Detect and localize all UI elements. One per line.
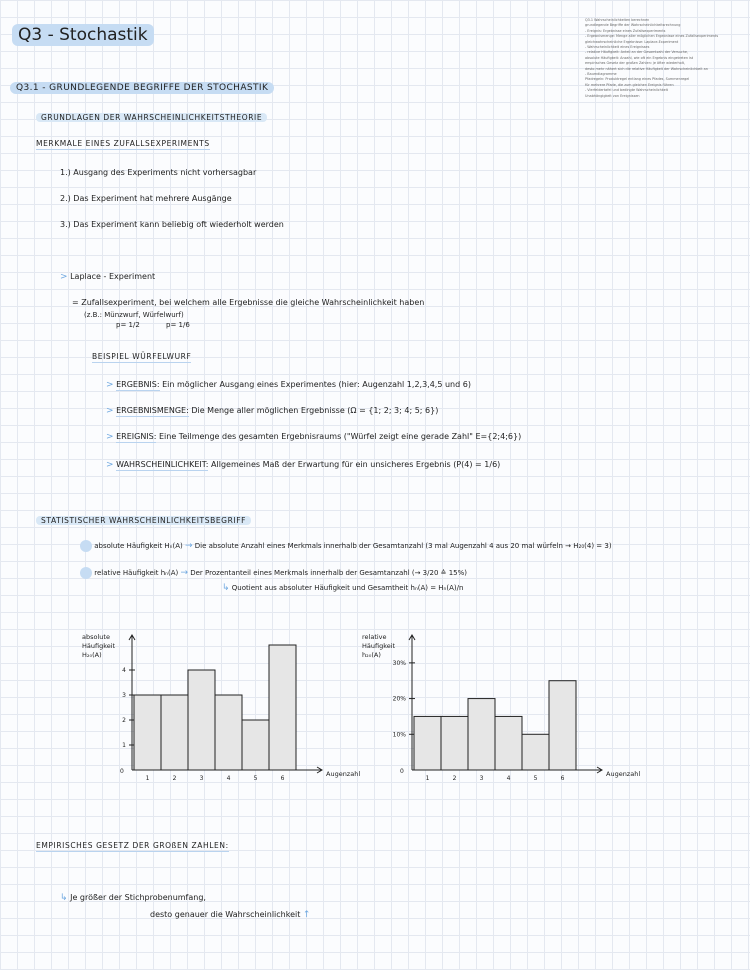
gesetz-line-2: desto genauer die Wahrscheinlichkeit ↑ — [150, 910, 311, 920]
x-tick-label: 4 — [226, 775, 231, 782]
gesetz-line-1: ↳ Je größer der Stichprobenumfang, — [60, 893, 206, 903]
bar — [414, 716, 441, 770]
x-tick-label: 2 — [452, 775, 457, 782]
bar — [549, 681, 576, 770]
corner-note-line: - Vierfeldertafel und bedingte Wahrscheinlichkeit — [585, 88, 668, 93]
origin-label: 0 — [400, 768, 404, 775]
x-tick-label: 3 — [479, 775, 484, 782]
arrow-return-icon: ↳ — [222, 583, 230, 593]
y-axis-label: absolute — [82, 633, 110, 641]
y-tick-label: 4 — [122, 667, 126, 674]
y-tick-label: 1 — [122, 742, 126, 749]
page-title — [12, 24, 154, 46]
laplace-definition: = Zufallsexperiment, bei welchem alle Ergebnisse die gleiche Wahrscheinlichkeit haben — [72, 298, 425, 307]
x-tick-label: 6 — [560, 775, 565, 782]
arrow-right-icon: > — [106, 460, 114, 470]
arrow-right-icon: → — [180, 568, 188, 578]
y-tick-label: 20% — [392, 695, 406, 703]
subheading-beispiel: BEISPIEL WÜRFELWURF — [92, 352, 192, 361]
bullet-dot-icon — [80, 540, 92, 552]
page-title-text: Q3 - Stochastik — [12, 24, 154, 46]
arrow-up-icon: ↑ — [302, 910, 311, 920]
laplace-heading — [60, 272, 155, 282]
laplace-p-die: p= 1/6 — [166, 321, 190, 329]
y-axis-label: H₂₀(A) — [82, 651, 102, 659]
bar — [269, 645, 296, 770]
arrow-right-icon: > — [106, 380, 114, 390]
relative-haeufigkeit: relative Häufigkeit hₙ(A) → Der Prozentanteil eines Merkmals innerhalb der Gesamtanzahl (→ 3/20 ≙ 15%) — [80, 567, 467, 579]
corner-note-line: - relative Häufigkeit: Anteil an der Gesamtzahl der Versuche, — [585, 50, 689, 55]
corner-note-line: - Wahrscheinlichkeit eines Ereignisses — [585, 45, 650, 50]
arrow-right-icon: > — [106, 432, 114, 442]
corner-note-line: absolute Häufigkeit: Anzahl, wie oft ein Ergebnis eingetreten ist — [585, 55, 694, 60]
absolute-haeufigkeit: absolute Häufigkeit Hₙ(A) → Die absolute Anzahl eines Merkmals innerhalb der Gesamtanzahl (3 mal Augenzahl 4 aus 20 mal würfeln → H₂₀(4) = 3) — [80, 540, 612, 552]
corner-note-line: für mehrere Pfade, die zum gleichen Ereignis führen — [585, 82, 674, 87]
x-tick-label: 6 — [280, 775, 285, 782]
y-tick-label: 30% — [392, 659, 406, 667]
x-axis-label: Augenzahl — [326, 770, 361, 778]
corner-note-line: - Baumdiagramme — [585, 72, 617, 77]
begriff-ergebnismenge: > ERGEBNISMENGE: Die Menge aller möglichen Ergebnisse (Ω = {1; 2; 3; 4; 5; 6}) — [106, 406, 439, 416]
arrow-right-icon: > — [106, 406, 114, 416]
merkmal-2: 2.) Das Experiment hat mehrere Ausgänge — [60, 194, 232, 203]
y-axis-label: h₂₀(A) — [362, 651, 381, 659]
section-heading — [10, 82, 274, 94]
y-tick-label: 3 — [122, 692, 126, 699]
bar — [161, 695, 188, 770]
merkmal-1: 1.) Ausgang des Experiments nicht vorhersagbar — [60, 168, 257, 177]
bar — [441, 716, 468, 770]
section-heading-text: Q3.1 - GRUNDLEGENDE BEGRIFFE DER STOCHASTIK — [10, 82, 274, 94]
bar — [188, 670, 215, 770]
subheading-gesetz: EMPIRISCHES GESETZ DER GROßEN ZAHLEN: — [36, 841, 229, 850]
x-axis-label: Augenzahl — [606, 770, 641, 778]
laplace-example: (z.B.: Münzwurf, Würfelwurf) — [84, 311, 184, 319]
x-tick-label: 1 — [425, 775, 430, 782]
corner-note-line: empirisches Gesetz der großen Zahlen: je öfter wiederholt, — [585, 61, 686, 66]
bar — [242, 720, 269, 770]
y-tick-label: 10% — [392, 731, 406, 739]
corner-note-line: gleichwahrscheinliche Ergebnisse: Laplace-Experiment — [585, 39, 679, 44]
arrow-right-icon: → — [184, 541, 193, 551]
begriff-wahrscheinlichkeit: > WAHRSCHEINLICHKEIT: Allgemeines Maß der Erwartung für ein unsicheres Ergebnis (P(4) = 1/6) — [106, 460, 501, 470]
bar — [215, 695, 242, 770]
origin-label: 0 — [120, 768, 124, 775]
corner-note-line: Unabhängigkeit von Ereignissen — [585, 93, 640, 98]
subheading-merkmale: MERKMALE EINES ZUFALLSEXPERIMENTS — [36, 139, 210, 148]
x-tick-label: 1 — [145, 775, 150, 782]
begriff-ergebnis: > ERGEBNIS: Ein möglicher Ausgang eines Experimentes (hier: Augenzahl 1,2,3,4,5 und 6) — [106, 380, 471, 390]
arrow-right-icon: > — [60, 272, 68, 282]
corner-note-line: - Ergebnismenge: Menge aller möglichen Ergebnisse eines Zufallsexperiments — [585, 34, 719, 39]
y-axis-label: Häufigkeit — [82, 642, 116, 650]
quotient-note: ↳ Quotient aus absoluter Häufigkeit und Gesamtheit hₙ(A) = Hₙ(A)/n — [222, 583, 464, 593]
chart-relative-haeufigkeit — [340, 625, 641, 795]
chart-absolute-haeufigkeit — [60, 625, 361, 795]
x-tick-label: 2 — [172, 775, 177, 782]
bar — [522, 734, 549, 770]
laplace-p-coin: p= 1/2 — [116, 321, 140, 329]
bar — [134, 695, 161, 770]
y-axis-label: relative — [362, 633, 387, 641]
corner-notes — [585, 18, 735, 99]
merkmal-3: 3.) Das Experiment kann beliebig oft wiederholt werden — [60, 220, 284, 229]
subheading-statistisch: STATISTISCHER WAHRSCHEINLICHKEITSBEGRIFF — [36, 516, 251, 525]
x-tick-label: 5 — [253, 775, 258, 782]
subheading-grundlagen: GRUNDLAGEN DER WAHRSCHEINLICHKEITSTHEORIE — [36, 113, 267, 122]
corner-note-line: grundlegende Begriffe der Wahrscheinlichkeitsrechnung — [585, 23, 681, 28]
arrow-down-icon: ↳ — [60, 893, 68, 903]
begriff-ereignis: > EREIGNIS: Eine Teilmenge des gesamten Ergebnisraums ("Würfel zeigt eine gerade Zahl" E={2;4;6}) — [106, 432, 522, 442]
x-tick-label: 3 — [199, 775, 204, 782]
corner-note-line: desto mehr nähert sich die relative Häufigkeit der Wahrscheinlichkeit an — [585, 66, 708, 71]
corner-note-line: Pfadregeln: Produktregel entlang eines Pfades, Summenregel — [585, 77, 690, 82]
bar — [468, 699, 495, 770]
corner-note-line: Q3.1 Wahrscheinlichkeiten berechnen — [585, 18, 650, 22]
corner-note-line: - Ereignis: Ergebnisse eines Zufallsexperiments — [585, 28, 666, 33]
bar — [495, 716, 522, 770]
laplace-label: Laplace - Experiment — [70, 272, 156, 281]
bullet-dot-icon — [80, 567, 92, 579]
x-tick-label: 4 — [506, 775, 511, 782]
y-tick-label: 2 — [122, 717, 126, 724]
y-axis-label: Häufigkeit — [362, 642, 396, 650]
x-tick-label: 5 — [533, 775, 538, 782]
